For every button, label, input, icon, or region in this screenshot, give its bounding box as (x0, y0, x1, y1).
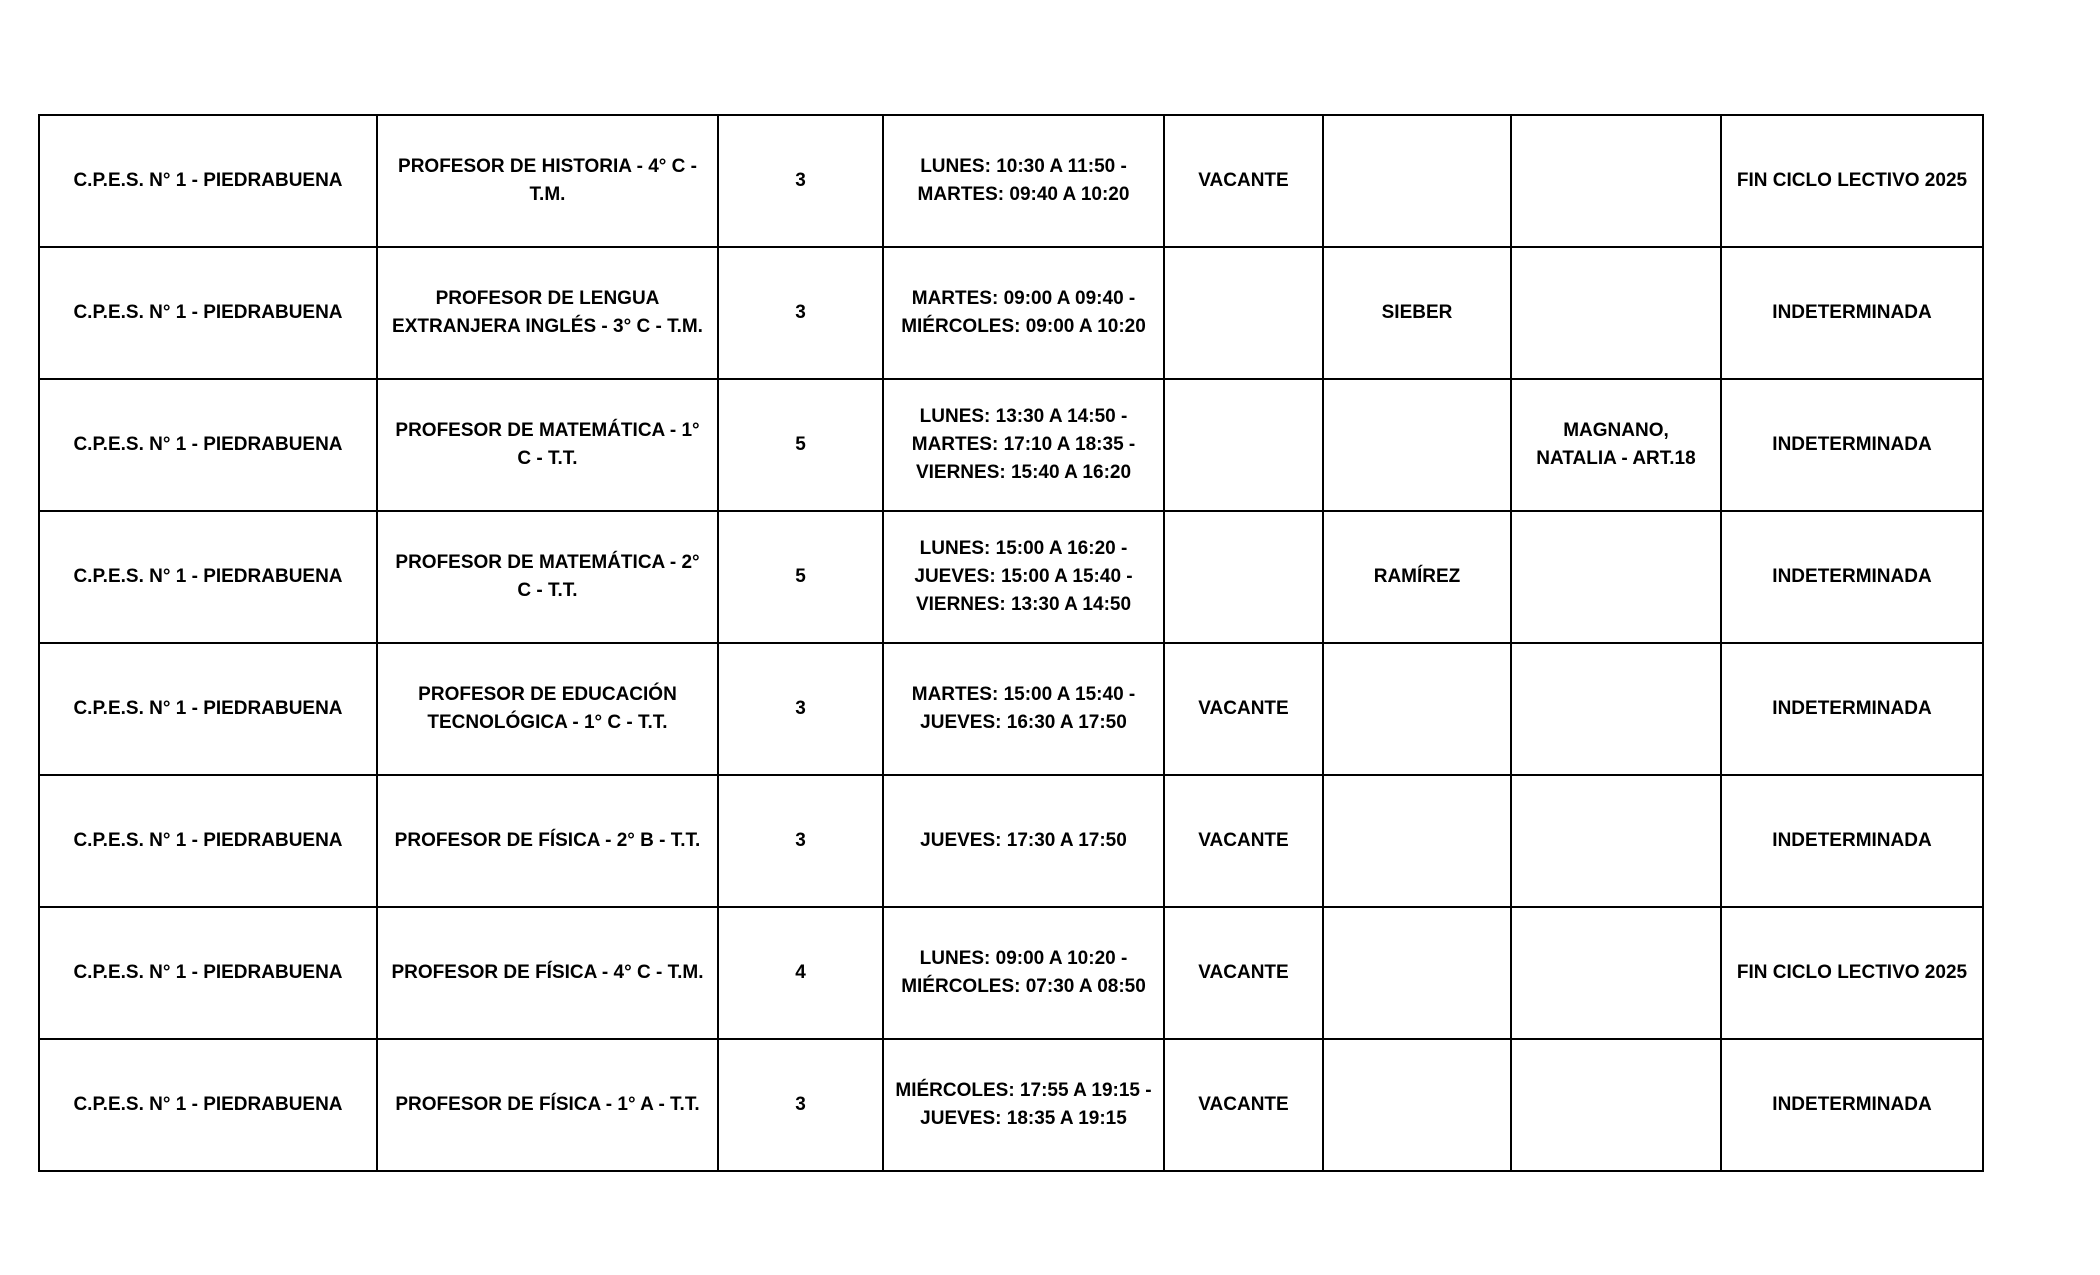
cell-hours: 3 (718, 247, 883, 379)
cell-teacher (1323, 115, 1511, 247)
cell-status (1164, 511, 1323, 643)
cell-schedule: LUNES: 10:30 A 11:50 - MARTES: 09:40 A 10:20 (883, 115, 1164, 247)
cell-replacement (1511, 907, 1721, 1039)
cell-status (1164, 379, 1323, 511)
cell-schedule: JUEVES: 17:30 A 17:50 (883, 775, 1164, 907)
cell-hours: 5 (718, 511, 883, 643)
cell-duration: FIN CICLO LECTIVO 2025 (1721, 907, 1983, 1039)
cell-status (1164, 247, 1323, 379)
table-row (39, 643, 1983, 775)
table-row (39, 379, 1983, 511)
cell-teacher: SIEBER (1323, 247, 1511, 379)
vacancy-table (38, 114, 1984, 1172)
cell-duration: INDETERMINADA (1721, 511, 1983, 643)
table-row (39, 907, 1983, 1039)
cell-position: PROFESOR DE FÍSICA - 2° B - T.T. (377, 775, 718, 907)
cell-position: PROFESOR DE FÍSICA - 1° A - T.T. (377, 1039, 718, 1171)
cell-position: PROFESOR DE LENGUA EXTRANJERA INGLÉS - 3° C - T.M. (377, 247, 718, 379)
cell-status: VACANTE (1164, 775, 1323, 907)
cell-hours: 3 (718, 643, 883, 775)
cell-teacher: RAMÍREZ (1323, 511, 1511, 643)
cell-replacement (1511, 115, 1721, 247)
cell-schedule: LUNES: 13:30 A 14:50 - MARTES: 17:10 A 18:35 - VIERNES: 15:40 A 16:20 (883, 379, 1164, 511)
cell-school: C.P.E.S. N° 1 - PIEDRABUENA (39, 907, 377, 1039)
cell-hours: 5 (718, 379, 883, 511)
cell-duration: INDETERMINADA (1721, 1039, 1983, 1171)
cell-hours: 4 (718, 907, 883, 1039)
table-row (39, 511, 1983, 643)
cell-school: C.P.E.S. N° 1 - PIEDRABUENA (39, 775, 377, 907)
cell-status: VACANTE (1164, 907, 1323, 1039)
cell-status: VACANTE (1164, 643, 1323, 775)
cell-duration: INDETERMINADA (1721, 247, 1983, 379)
table-row (39, 775, 1983, 907)
cell-hours: 3 (718, 115, 883, 247)
cell-teacher (1323, 1039, 1511, 1171)
cell-position: PROFESOR DE MATEMÁTICA - 1° C - T.T. (377, 379, 718, 511)
cell-teacher (1323, 775, 1511, 907)
cell-teacher (1323, 643, 1511, 775)
cell-schedule: MIÉRCOLES: 17:55 A 19:15 - JUEVES: 18:35 A 19:15 (883, 1039, 1164, 1171)
table-row (39, 1039, 1983, 1171)
cell-teacher (1323, 907, 1511, 1039)
table-row (39, 247, 1983, 379)
cell-school: C.P.E.S. N° 1 - PIEDRABUENA (39, 247, 377, 379)
cell-teacher (1323, 379, 1511, 511)
cell-replacement: MAGNANO, NATALIA - ART.18 (1511, 379, 1721, 511)
cell-schedule: MARTES: 15:00 A 15:40 - JUEVES: 16:30 A 17:50 (883, 643, 1164, 775)
cell-replacement (1511, 643, 1721, 775)
cell-replacement (1511, 775, 1721, 907)
cell-duration: FIN CICLO LECTIVO 2025 (1721, 115, 1983, 247)
cell-schedule: LUNES: 09:00 A 10:20 - MIÉRCOLES: 07:30 A 08:50 (883, 907, 1164, 1039)
cell-schedule: MARTES: 09:00 A 09:40 - MIÉRCOLES: 09:00 A 10:20 (883, 247, 1164, 379)
cell-school: C.P.E.S. N° 1 - PIEDRABUENA (39, 1039, 377, 1171)
cell-school: C.P.E.S. N° 1 - PIEDRABUENA (39, 115, 377, 247)
cell-replacement (1511, 247, 1721, 379)
table-row (39, 115, 1983, 247)
cell-replacement (1511, 1039, 1721, 1171)
cell-school: C.P.E.S. N° 1 - PIEDRABUENA (39, 511, 377, 643)
cell-duration: INDETERMINADA (1721, 643, 1983, 775)
cell-position: PROFESOR DE FÍSICA - 4° C - T.M. (377, 907, 718, 1039)
cell-position: PROFESOR DE MATEMÁTICA - 2° C - T.T. (377, 511, 718, 643)
cell-schedule: LUNES: 15:00 A 16:20 - JUEVES: 15:00 A 15:40 - VIERNES: 13:30 A 14:50 (883, 511, 1164, 643)
cell-duration: INDETERMINADA (1721, 379, 1983, 511)
cell-position: PROFESOR DE EDUCACIÓN TECNOLÓGICA - 1° C - T.T. (377, 643, 718, 775)
cell-duration: INDETERMINADA (1721, 775, 1983, 907)
cell-replacement (1511, 511, 1721, 643)
cell-hours: 3 (718, 775, 883, 907)
cell-status: VACANTE (1164, 1039, 1323, 1171)
cell-position: PROFESOR DE HISTORIA - 4° C - T.M. (377, 115, 718, 247)
cell-school: C.P.E.S. N° 1 - PIEDRABUENA (39, 379, 377, 511)
cell-status: VACANTE (1164, 115, 1323, 247)
cell-school: C.P.E.S. N° 1 - PIEDRABUENA (39, 643, 377, 775)
cell-hours: 3 (718, 1039, 883, 1171)
